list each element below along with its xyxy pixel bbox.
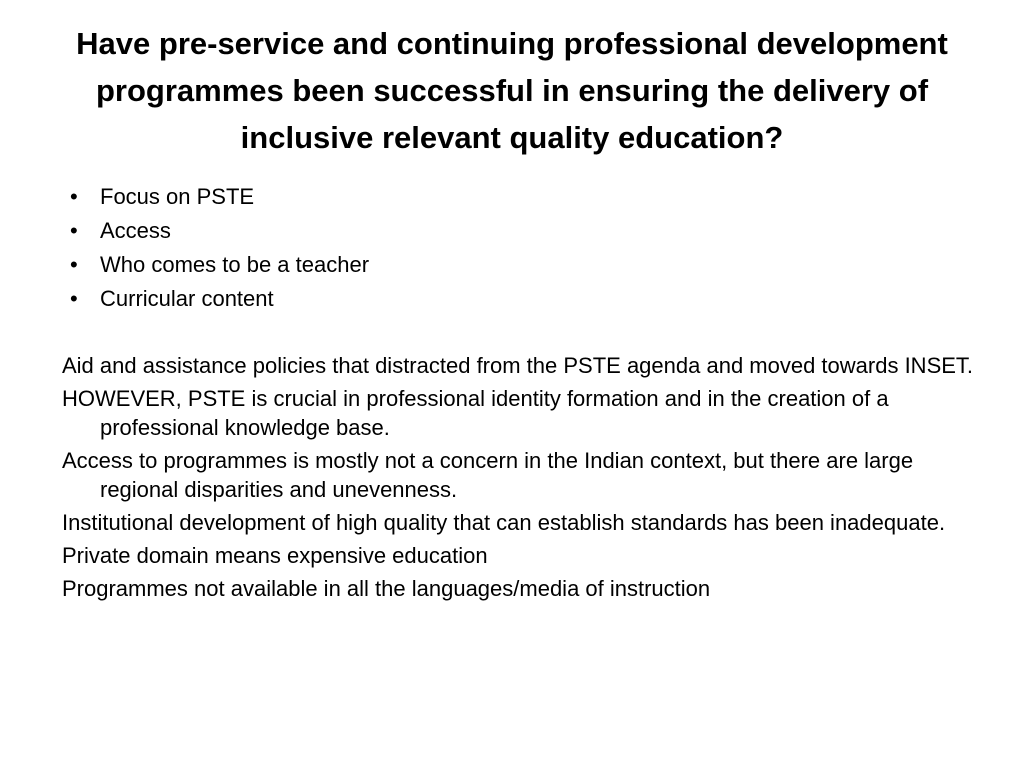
bullet-item bbox=[62, 180, 369, 214]
bullet-dot: • bbox=[70, 184, 78, 209]
bullet-list bbox=[62, 180, 369, 316]
bullet-text: Curricular content bbox=[100, 286, 274, 311]
bullet-text: Focus on PSTE bbox=[100, 184, 255, 209]
paragraph: HOWEVER, PSTE is crucial in professional identity formation and in the creation of a professional knowledge base. bbox=[62, 386, 889, 440]
bullet-item bbox=[62, 214, 369, 248]
bullet-dot: • bbox=[70, 286, 78, 311]
bullet-text: Who comes to be a teacher bbox=[100, 252, 370, 277]
bullet-item bbox=[62, 248, 369, 282]
bullet-dot: • bbox=[70, 252, 78, 277]
paragraph: Private domain means expensive education bbox=[62, 543, 488, 568]
paragraph: Aid and assistance policies that distracted from the PSTE agenda and moved towards INSET. bbox=[62, 353, 974, 378]
bullet-text: Access bbox=[100, 218, 171, 243]
paragraph: Programmes not available in all the languages/media of instruction bbox=[62, 576, 711, 601]
bullet-item bbox=[62, 282, 369, 316]
paragraph: Institutional development of high quality that can establish standards has been inadequate. bbox=[62, 510, 946, 535]
slide-title: Have pre-service and continuing professional development programmes been successful in ensuring the delivery of inclusive relevant quality education? bbox=[76, 26, 948, 155]
paragraph-block bbox=[62, 351, 982, 607]
paragraph: Access to programmes is mostly not a concern in the Indian context, but there are large regional disparities and unevenness. bbox=[62, 448, 914, 502]
bullet-dot: • bbox=[70, 218, 78, 243]
